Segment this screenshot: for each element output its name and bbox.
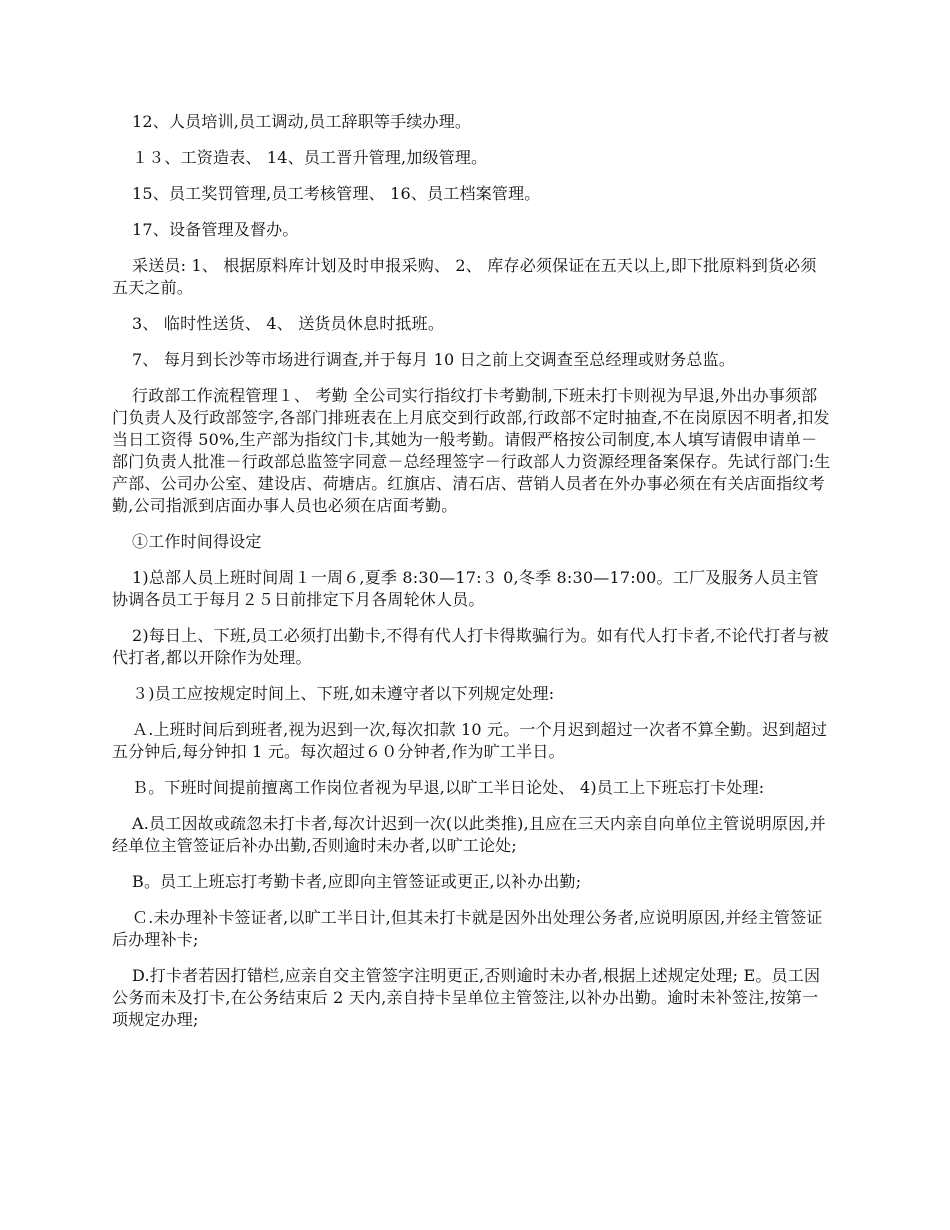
document-body xyxy=(112,111,832,1045)
paragraph-duty-15-16: 15、员工奖罚管理,员工考核管理、 16、员工档案管理。 xyxy=(132,184,541,203)
paragraph-duty-17: 17、设备管理及督办。 xyxy=(132,220,299,239)
paragraph-duty-12: 12、人员培训,员工调动,员工辞职等手续办理。 xyxy=(132,112,472,131)
paragraph-rule-4d-4e: D.打卡者若因打错栏,应亲自交主管签字注明更正,否则逾时未办者,根据上述规定处理; E。员工因公务而未及打卡,在公务结束后 2 天内,亲自持卡呈单位主管签注,以补办出勤。逾时未补签注,按第一项规定办理; xyxy=(112,966,821,1029)
paragraph-purchaser-3-4: 3、 临时性送货、 4、 送货员休息时抵班。 xyxy=(132,314,445,333)
paragraph-rule-4a: A.员工因故或疏忽未打卡者,每次计迟到一次(以此类推),且应在三天内亲自向单位主管说明原因,并经单位主管签证后补办出勤,否则逾时未办者,以旷工论处; xyxy=(112,814,826,855)
paragraph-rule-4b: B。员工上班忘打考勤卡者,应即向主管签证或更正,以补办出勤; xyxy=(132,872,582,891)
paragraph-rule-1: 1)总部人员上班时间周１一周６,夏季 8:30—17:３ 0,冬季 8:30—17:00。工厂及服务人员主管协调各员工于每月２５日前排定下月各周轮休人员。 xyxy=(112,568,819,609)
paragraph-rule-2: 2)每日上、下班,员工必须打出勤卡,不得有代人打卡得欺骗行为。如有代人打卡者,不论代打者与被代打者,都以开除作为处理。 xyxy=(112,626,829,667)
paragraph-rule-3b: Ｂ。下班时间提前擅离工作岗位者视为早退,以旷工半日论处、 4)员工上下班忘打卡处理: xyxy=(132,778,765,797)
paragraph-rule-4c: Ｃ.未办理补卡签证者,以旷工半日计,但其未打卡就是因外出处理公务者,应说明原因,并经主管签证后办理补卡; xyxy=(112,908,823,949)
paragraph-purchaser-duties: 采送员: 1、 根据原料库计划及时申报采购、 2、 库存必须保证在五天以上,即下批原料到货必须 五天之前。 xyxy=(112,256,817,297)
paragraph-rule-3a: Ａ.上班时间后到班者,视为迟到一次,每次扣款 10 元。一个月迟到超过一次者不算全勤。迟到超过五分钟后,每分钟扣 1 元。每次超过６０分钟者,作为旷工半日。 xyxy=(112,720,828,761)
paragraph-rule-3: ３)员工应按规定时间上、下班,如未遵守者以下列规定处理: xyxy=(132,684,555,703)
paragraph-duty-13-14: １３、工资造表、 14、员工晋升管理,加级管理。 xyxy=(132,148,488,167)
paragraph-work-hours-heading: ①工作时间得设定 xyxy=(132,532,262,551)
paragraph-purchaser-7: 7、 每月到长沙等市场进行调查,并于每月 10 日之前上交调查至总经理或财务总监。 xyxy=(132,350,736,369)
paragraph-admin-workflow: 行政部工作流程管理１、 考勤 全公司实行指纹打卡考勤制,下班未打卡则视为早退,外出办事须部门负责人及行政部签字,各部门排班表在上月底交到行政部,行政部不定时抽查,不在岗原因不明者,扣发当日工资得 50%,生产部为指纹门卡,其她为一般考勤。请假严格按公司制度,本人填写请假申请单－部门负责人批准－行政部总监签字同意－总经理签字－行政部人力资源经理备案保存。先试行部门:生产部、公司办公室、建设店、荷塘店。红旗店、清石店、营销人员者在外办事必须在有关店面指纹考勤,公司指派到店面办事人员也必须在店面考勤。 xyxy=(112,386,831,515)
